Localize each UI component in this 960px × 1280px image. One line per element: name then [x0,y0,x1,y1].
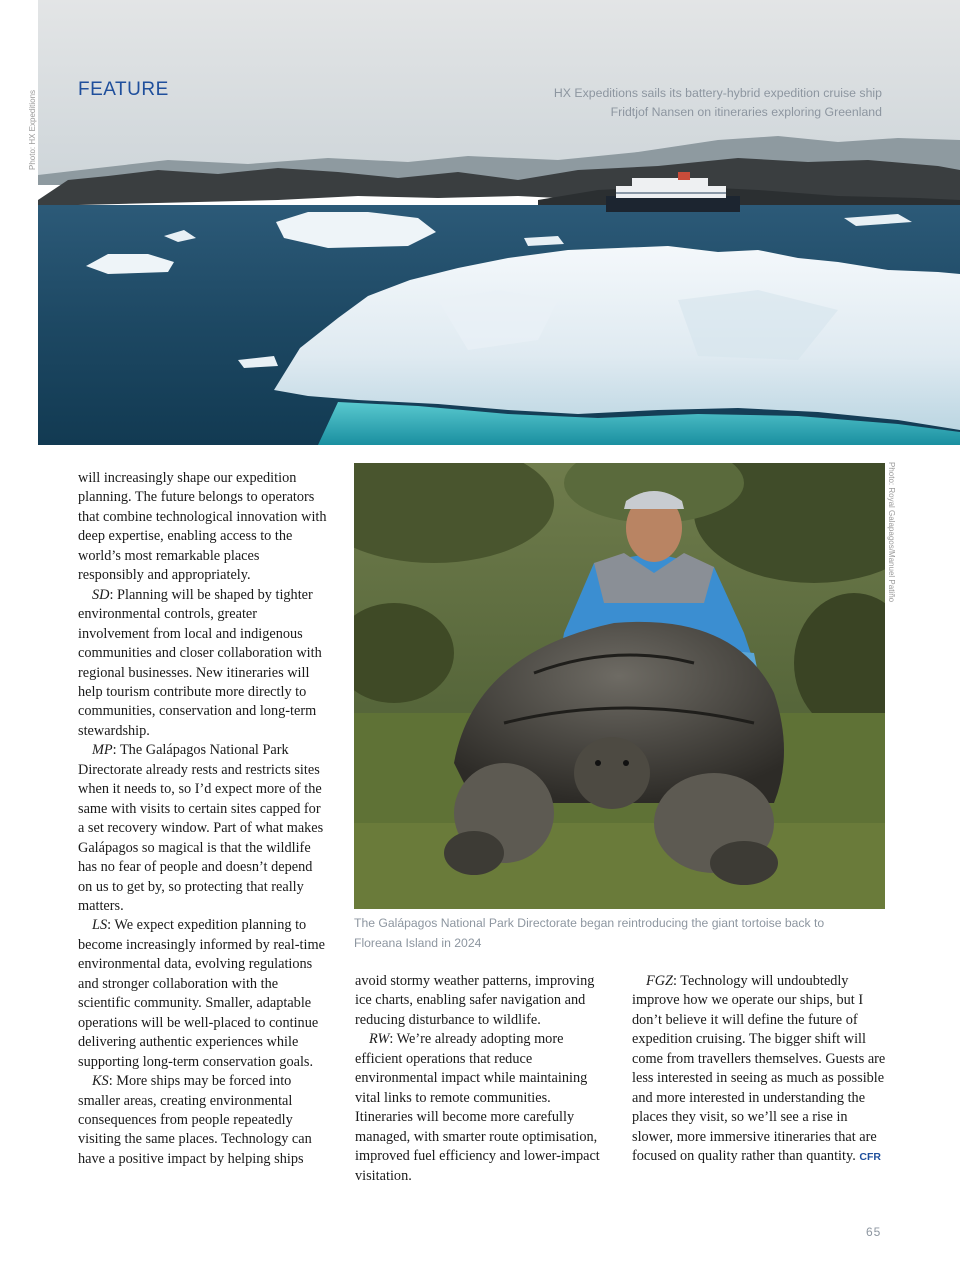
hero-photo-greenland [38,0,960,445]
man-with-giant-tortoise-illustration [354,463,885,909]
speaker-initials: RW [369,1031,390,1048]
paragraph-text: : Technology will undoubtedly improve how we operate our ships, but I don’t believe it will define the future of expedition cruising. The bigger shift will come from travellers themselves. Guests are less interested in seeing as much as possible and more interested in understanding the places they visit, so we’ll see a rise in slower, more immersive itineraries that are focused on quality rather than quantity. [632,973,886,1165]
hero-caption-line-2: Fridtjof Nansen on itineraries exploring Greenland [610,105,882,119]
paragraph: avoid stormy weather patterns, improving ice charts, enabling safer navigation and reducing disturbance to wildlife. [355,973,595,1028]
paragraph-text: : We expect expedition planning to become increasingly informed by real-time environmental data, evolving regulations and stronger collaboration with the scientific community. Smaller, adaptable operations will be well-placed to continue delivering authentic experiences while supporting long-term conservation goals. [78,917,325,1070]
body-column-3 [632,972,887,1168]
tortoise-photo-caption [354,914,874,953]
speaker-initials: LS [92,917,108,934]
body-column-2 [355,972,610,1186]
hero-photo-credit: Photo: HX Expeditions [28,89,37,170]
paragraph-text: : Planning will be shaped by tighter environmental controls, greater involvement from local and indigenous communities and closer collaboration with regional businesses. New itineraries will help tourism contribute more directly to communities, conservation and long-term stewardship. [78,586,322,739]
paragraph-text: : More ships may be forced into smaller areas, creating environmental consequences from people repeatedly visiting the same places. Technology can have a positive impact by helping ships [78,1073,312,1167]
tortoise-caption-line-1: The Galápagos National Park Directorate began reintroducing the giant tortoise back to [354,916,825,930]
paragraph [355,1030,610,1186]
paragraph [632,972,887,1168]
paragraph-text: : The Galápagos National Park Directorate already rests and restricts sites when it needs to, so I’d expect more of the same with visits to certain sites capped for a set recovery window. Part of what makes Galápagos so magical is that the wildlife has no fear of people and doesn’t depend on us to get by, so protecting that really matters. [78,742,324,914]
speaker-initials: SD [92,586,110,603]
paragraph [78,1072,328,1169]
tortoise-photo [354,463,885,909]
paragraph [78,586,328,742]
iceberg-fjord-illustration [38,0,960,445]
speaker-initials: FGZ [646,973,674,989]
body-column-1 [78,469,328,1169]
page-number: 65 [866,1225,882,1239]
section-label: FEATURE [78,79,169,100]
speaker-initials: MP [92,742,113,759]
end-mark: CFR [859,1151,881,1164]
paragraph: will increasingly shape our expedition planning. The future belongs to operators that combine technological innovation with deep expertise, enabling access to the world’s most remarkable places responsibly and appropriately. [78,470,327,584]
speaker-initials: KS [92,1073,109,1090]
tortoise-caption-line-2: Floreana Island in 2024 [354,935,482,950]
hero-caption-line-1: HX Expeditions sails its battery-hybrid expedition cruise ship [553,86,882,100]
paragraph-text: : We’re already adopting more efficient operations that reduce environmental impact while maintaining vital links to remote communities. Itineraries will become more carefully managed, with smarter route optimisation, improved fuel efficiency and lower-impact visitation. [355,1031,600,1184]
tortoise-photo-credit: Photo: Royal Galapagos/Manuel Patiño [887,462,896,603]
paragraph [78,741,328,916]
paragraph [78,916,328,1072]
hero-photo-caption [502,84,882,122]
